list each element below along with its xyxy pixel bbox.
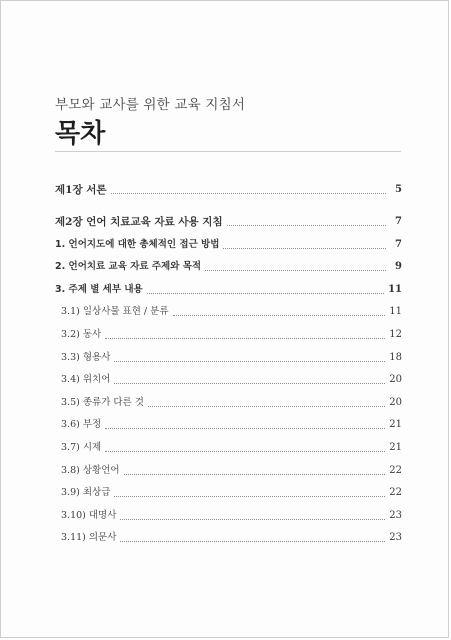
dot-leader — [105, 451, 385, 452]
toc-entry-page: 18 — [389, 351, 402, 363]
toc-entry-page: 21 — [389, 441, 402, 453]
toc-entry[interactable] — [55, 258, 402, 276]
dot-leader — [114, 383, 385, 384]
toc-entry[interactable] — [55, 439, 402, 457]
title-divider — [55, 151, 401, 152]
toc-entry-page: 21 — [389, 419, 402, 431]
toc-entry-page: 7 — [395, 216, 402, 227]
toc-entry-label: 1. 언어지도에 대한 총체적인 접근 방법 — [55, 238, 220, 250]
toc-entry[interactable] — [55, 394, 402, 412]
toc-entry-label: 3.4) 위치어 — [61, 374, 111, 386]
toc-entry[interactable] — [55, 326, 402, 344]
toc-entry-label: 3.1) 일상사물 표현 / 분류 — [61, 306, 169, 318]
page-subtitle: 부모와 교사를 위한 교육 지침서 — [55, 97, 246, 113]
dot-leader — [120, 541, 385, 542]
toc-entry-label: 3.9) 최상급 — [61, 487, 111, 499]
dot-leader — [114, 361, 385, 362]
toc-entry[interactable] — [55, 181, 402, 199]
toc-entry[interactable] — [55, 371, 402, 389]
toc-entry-label: 2. 언어치료 교육 자료 주제와 목적 — [55, 261, 202, 273]
dot-leader — [173, 315, 386, 316]
dot-leader — [111, 193, 386, 194]
toc-entry[interactable] — [55, 462, 402, 480]
toc-entry-label: 3.6) 부정 — [61, 419, 102, 431]
toc-entry[interactable] — [55, 507, 402, 525]
toc-entry-label: 3.10) 대명사 — [61, 509, 117, 521]
toc-entry-label: 제1장 서론 — [55, 184, 107, 196]
dot-leader — [105, 338, 385, 339]
toc-entry-label: 3.2) 동사 — [61, 328, 102, 340]
toc-entry-page: 22 — [389, 464, 402, 476]
dot-leader — [124, 474, 386, 475]
toc-entry[interactable] — [55, 281, 402, 299]
toc-entry-page: 11 — [388, 283, 402, 295]
toc-entry-page: 23 — [389, 509, 402, 521]
toc-entry-page: 11 — [389, 306, 402, 318]
dot-leader — [147, 293, 384, 294]
table-of-contents — [55, 181, 402, 552]
toc-entry[interactable] — [55, 416, 402, 434]
toc-entry-label: 3. 주제 별 세부 내용 — [55, 283, 143, 295]
page-title: 목차 — [55, 119, 106, 149]
toc-entry-page: 7 — [395, 238, 402, 250]
toc-entry[interactable] — [55, 303, 402, 321]
toc-entry-page: 5 — [395, 184, 402, 195]
dot-leader — [205, 270, 386, 271]
toc-entry-page: 20 — [389, 396, 402, 408]
dot-leader — [114, 496, 385, 497]
toc-entry[interactable] — [55, 349, 402, 367]
toc-entry-label: 3.8) 상황언어 — [61, 464, 120, 476]
toc-entry-page: 20 — [389, 374, 402, 386]
dot-leader — [227, 225, 386, 226]
dot-leader — [223, 248, 386, 249]
dot-leader — [120, 519, 385, 520]
dot-leader — [105, 428, 385, 429]
dot-leader — [148, 406, 385, 407]
toc-entry-label: 3.3) 형용사 — [61, 351, 111, 363]
toc-entry[interactable] — [55, 213, 402, 231]
toc-entry-page: 12 — [389, 328, 402, 340]
toc-entry-label: 3.5) 종류가 다른 것 — [61, 396, 144, 408]
toc-entry[interactable] — [55, 529, 402, 547]
toc-entry-label: 3.11) 의문사 — [61, 532, 117, 544]
toc-entry-label: 3.7) 시제 — [61, 441, 102, 453]
toc-entry[interactable] — [55, 236, 402, 254]
toc-entry-label: 제2장 언어 치료교육 자료 사용 지침 — [55, 216, 223, 228]
toc-entry[interactable] — [55, 484, 402, 502]
toc-entry-page: 22 — [389, 487, 402, 499]
toc-entry-page: 9 — [395, 261, 402, 273]
toc-entry-page: 23 — [389, 532, 402, 544]
